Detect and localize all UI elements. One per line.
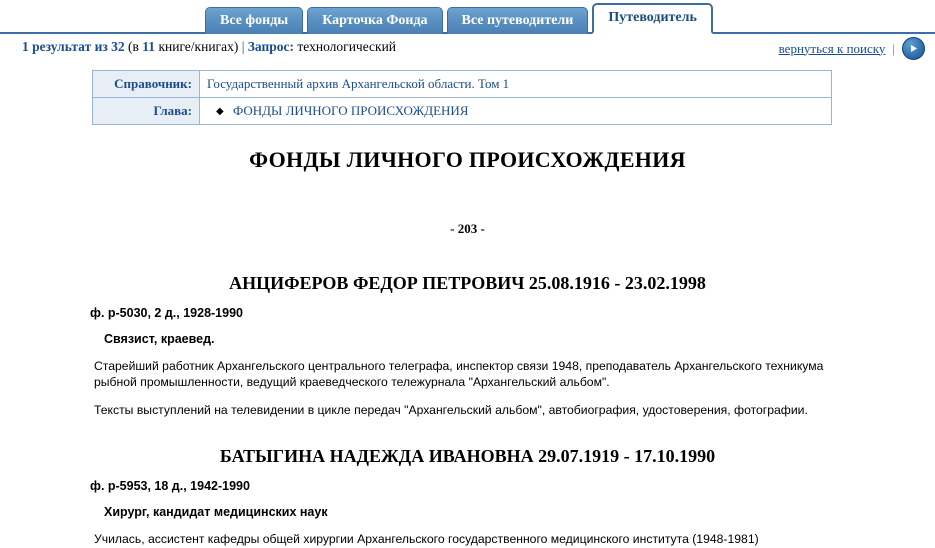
tab-all-guides[interactable]: Все путеводители <box>447 7 589 34</box>
back-to-search-area <box>779 37 925 60</box>
entry-paragraph: Тексты выступлений на телевидении в цикле передач "Архангельский альбом", автобиография, удостоверения, фотографии. <box>94 403 808 417</box>
status-bar <box>0 34 935 60</box>
document-body <box>0 125 935 547</box>
guide-label: Справочник: <box>93 71 200 98</box>
arrow-right-icon[interactable] <box>902 37 925 60</box>
entry-subtitle: Связист, краевед. <box>104 332 215 346</box>
page-title: ФОНДЫ ЛИЧНОГО ПРОИСХОЖДЕНИЯ <box>249 147 686 172</box>
guide-value: Государственный архив Архангельской области. Том 1 <box>200 71 832 98</box>
diamond-bullet-icon: ◆ <box>216 106 224 117</box>
books-count: 11 <box>142 39 156 54</box>
entry-fund-meta: ф. р-5953, 18 д., 1942-1990 <box>90 479 250 493</box>
query-value: технологический <box>297 39 397 54</box>
entry-paragraph: Училась, ассистент кафедры общей хирургии Архангельского государственного медицинского института (1948-1981) <box>94 532 759 546</box>
entry-heading: БАТЫГИНА НАДЕЖДА ИВАНОВНА 29.07.1919 - 17.10.1990 <box>219 446 716 466</box>
chapter-value-cell <box>200 98 832 125</box>
chapter-link[interactable]: ФОНДЫ ЛИЧНОГО ПРОИСХОЖДЕНИЯ <box>232 103 469 118</box>
tab-guide[interactable]: Путеводитель <box>592 3 713 34</box>
page-number-marker: - 203 - <box>450 221 485 236</box>
tab-bar <box>0 0 935 34</box>
tab-all-funds[interactable]: Все фонды <box>205 7 303 34</box>
table-row <box>93 98 832 125</box>
books-open-paren: (в <box>128 39 139 54</box>
chapter-label: Глава: <box>93 98 200 125</box>
back-to-search-link[interactable]: вернуться к поиску <box>778 40 886 56</box>
guide-info-table <box>92 70 832 125</box>
tab-list <box>205 3 713 34</box>
query-label: Запрос: <box>247 39 295 54</box>
back-divider: | <box>892 40 895 56</box>
entry-subtitle: Хирург, кандидат медицинских наук <box>104 505 328 519</box>
entry-paragraph: Старейший работник Архангельского центрального телеграфа, инспектор связи 1948, преподаватель Архангельского техникума рыбной промышленности, ведущий краеведческого тележурнала "Архангельский альбом". <box>94 359 824 389</box>
status-separator: | <box>241 39 245 54</box>
tab-fund-card[interactable]: Карточка Фонда <box>307 7 442 34</box>
books-word: книге/книгах) <box>158 39 239 54</box>
entry-fund-meta: ф. р-5030, 2 д., 1928-1990 <box>90 306 243 320</box>
table-row <box>93 71 832 98</box>
result-total: 32 <box>111 39 125 54</box>
entry-heading: АНЦИФЕРОВ ФЕДОР ПЕТРОВИЧ 25.08.1916 - 23.02.1998 <box>229 273 706 293</box>
result-count-label: 1 результат из <box>22 39 108 54</box>
